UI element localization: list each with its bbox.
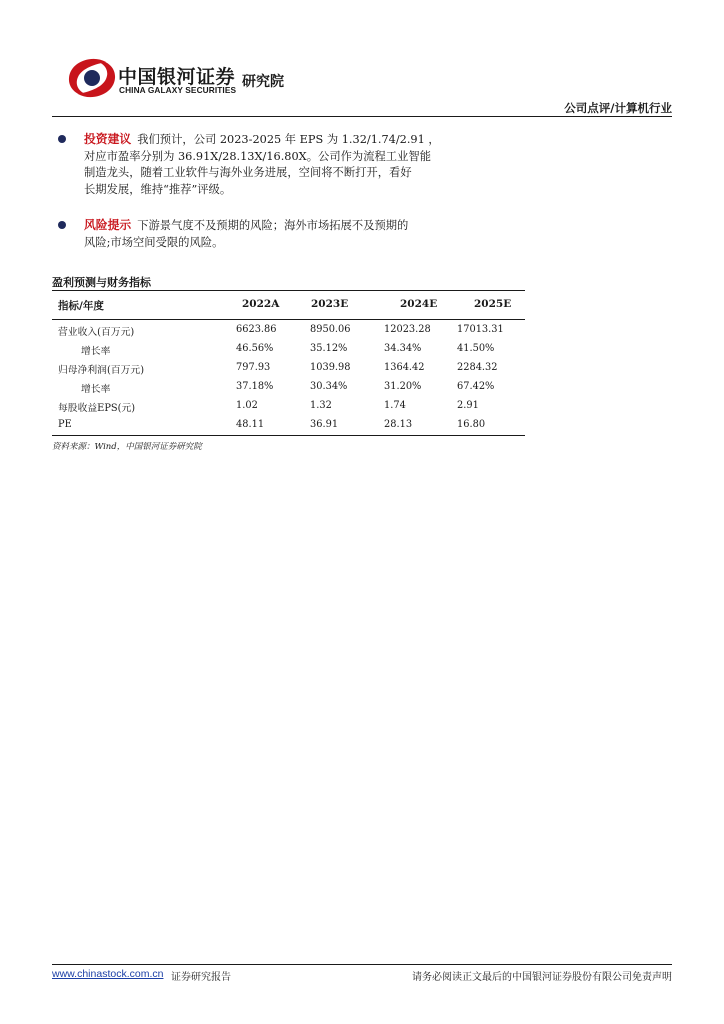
table-cell: 1.74 [384, 400, 406, 411]
report-type-label: 公司点评/计算机行业 [564, 101, 672, 115]
footer-report-label: 证券研究报告 [171, 972, 231, 983]
table-header-year: 2024E [400, 298, 438, 310]
table-cell: 35.12% [310, 343, 348, 354]
investment-advice-bullet [58, 131, 458, 198]
table-cell: 37.18% [236, 381, 274, 392]
footer-disclaimer: 请务必阅读正文最后的中国银河证券股份有限公司免责声明 [412, 972, 672, 983]
table-top-rule [52, 290, 525, 291]
bullet-line: 长期发展，维持“推荐”评级。 [84, 182, 232, 196]
bullet-keyword: 投资建议 [84, 132, 132, 146]
table-bottom-rule [52, 435, 525, 436]
bullet-line: 我们预计，公司 2023-2025 年 EPS 为 1.32/1.74/2.91 ， [137, 133, 440, 146]
table-header-year: 2022A [242, 298, 280, 310]
table-header-label: 指标/年度 [58, 300, 104, 312]
table-title: 盈利预测与财务指标 [52, 276, 151, 289]
table-cell: 30.34% [310, 381, 348, 392]
header-divider [52, 116, 672, 117]
table-cell: 67.42% [457, 381, 495, 392]
table-row-label: 营业收入(百万元) [58, 327, 135, 338]
table-cell: 6623.86 [236, 324, 277, 335]
table-cell: 797.93 [236, 362, 271, 373]
table-header-rule [52, 319, 525, 320]
table-cell: 34.34% [384, 343, 422, 354]
table-row-label: 增长率 [81, 346, 111, 357]
table-cell: 48.11 [236, 419, 265, 430]
table-cell: 8950.06 [310, 324, 351, 335]
table-cell: 28.13 [384, 419, 413, 430]
bullet-line: 下游景气度不及预期的风险；海外市场拓展不及预期的 [137, 219, 409, 232]
table-row-label: 每股收益EPS(元) [58, 403, 136, 414]
brand-name-en: CHINA GALAXY SECURITIES [119, 85, 237, 95]
brand-institute: 研究院 [242, 74, 284, 90]
table-header-year: 2023E [311, 298, 349, 310]
table-cell: 1364.42 [384, 362, 425, 373]
table-cell: 2.91 [457, 400, 479, 411]
table-cell: 36.91 [310, 419, 339, 430]
table-cell: 41.50% [457, 343, 495, 354]
galaxy-logo-icon [66, 56, 118, 100]
table-row-label: 归母净利润(百万元) [58, 365, 145, 376]
footer-divider [52, 964, 672, 965]
table-cell: 31.20% [384, 381, 422, 392]
table-cell: 1039.98 [310, 362, 351, 373]
bullet-keyword: 风险提示 [84, 218, 132, 232]
website-link[interactable]: www.chinastock.com.cn [52, 968, 164, 980]
table-row-label: 增长率 [81, 384, 111, 395]
table-cell: 17013.31 [457, 324, 504, 335]
bullet-line: 对应市盈率分别为 36.91X/28.13X/16.80X。公司作为流程工业智能 [84, 149, 431, 163]
table-cell: 1.02 [236, 400, 258, 411]
brand-name-cn: 中国银河证券 [118, 66, 236, 88]
table-cell: 12023.28 [384, 324, 431, 335]
bullet-dot-icon [58, 221, 66, 229]
table-row-label: PE [58, 419, 72, 430]
table-header-year: 2025E [474, 298, 512, 310]
bullet-dot-icon [58, 135, 66, 143]
table-cell: 1.32 [310, 400, 332, 411]
table-cell: 46.56% [236, 343, 274, 354]
table-source-note: 资料来源：Wind，中国银河证券研究院 [52, 442, 202, 452]
bullet-line: 制造龙头，随着工业软件与海外业务进展，空间将不断打开，看好 [84, 166, 412, 179]
table-cell: 16.80 [457, 419, 486, 430]
risk-warning-bullet [58, 217, 458, 251]
table-cell: 2284.32 [457, 362, 498, 373]
bullet-line: 风险;市场空间受限的风险。 [84, 235, 224, 249]
